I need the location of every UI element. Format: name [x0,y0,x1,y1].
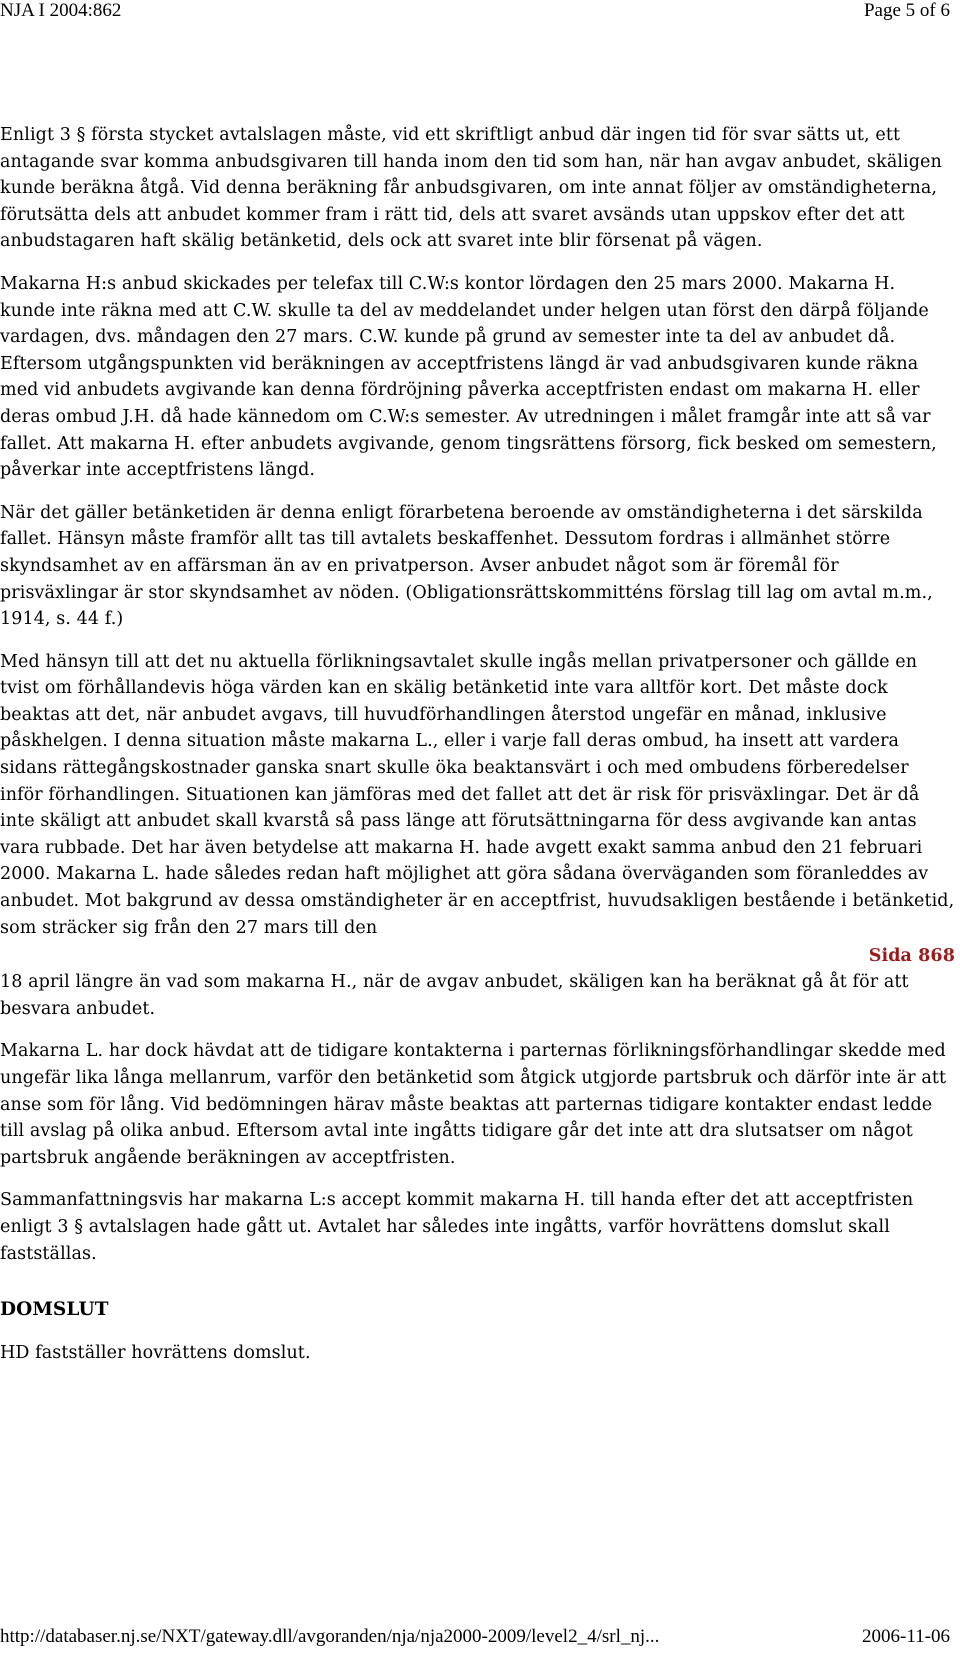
paragraph-forlikningsavtal: Med hänsyn till att det nu aktuella förlikningsavtalet skulle ingås mellan privatpersoner och gällde en tvist om förhållandevis höga värden kan en skälig betänketid inte vara alltför kort. Det måste dock beaktas att det, när anbudet avgavs, till huvudförhandlingen återstod ungefär en månad, inklusive påskhelgen. I denna situation måste makarna L., eller i varje fall deras ombud, ha insett att vardera sidans rättegångskostnader ganska snart skulle öka beaktansvärt i och med ombudens förberedelser inför förhandlingen. Situationen kan jämföras med det fallet att det är risk för prisväxlingar. Det är då inte skäligt att anbudet skall kvarstå så pass länge att förutsättningarna för dess avgivande kan antas vara rubbade. Det har även betydelse att makarna H. hade avgett exakt samma anbud den 21 februari 2000. Makarna L. hade således redan haft möjlighet att göra sådana överväganden som föranleddes av anbudet. Mot bakgrund av dessa omständigheter är en acceptfrist, huvudsakligen bestående i betänketid, som sträcker sig från den 27 mars till den [0,651,955,938]
paragraph-partsbruk: Makarna L. har dock hävdat att de tidigare kontakterna i parternas förlikningsförhandlingar skedde med ungefär lika långa mellanrum, varför den betänketid som åtgick utgjorde partsbruk och därför inte är att anse som för lång. Vid bedömningen härav måste beaktas att parternas tidigare kontakter endast ledde till avslag på olika anbud. Eftersom avtal inte ingåtts tidigare går det inte att dra slutsatser om något partsbruk angående beräkningen av acceptfristen. [0,1041,947,1168]
page-footer [0,1626,960,1653]
source-url: http://databaser.nj.se/NXT/gateway.dll/avgoranden/nja/nja2000-2009/level2_4/srl_nj... [0,1626,660,1647]
paragraph-18-april: 18 april längre än vad som makarna H., när de avgav anbudet, skäligen kan ha beräknat gå åt för att besvara anbudet. [0,972,909,1019]
paragraph-sammanfattning: Sammanfattningsvis har makarna L:s accept kommit makarna H. till handa efter det att acceptfristen enligt 3 § avtalslagen hade gått ut. Avtalet har således inte ingåtts, varför hovrättens domslut skall fastställas. [0,1190,914,1264]
document-reference: NJA I 2004:862 [0,0,122,21]
paragraph-telefax: Makarna H:s anbud skickades per telefax till C.W:s kontor lördagen den 25 mars 2000. Makarna H. kunde inte räkna med att C.W. skulle ta del av meddelandet under helgen utan först den därpå följande vardagen, dvs. måndagen den 27 mars. C.W. kunde på grund av semester inte ta del av anbudet då. Eftersom utgångspunkten vid beräkningen av acceptfristens längd är vad anbudsgivaren kunde räkna med vid anbudets avgivande kan denna fördröjning påverka acceptfristen endast om makarna H. eller deras ombud J.H. då hade kännedom om C.W:s semester. Av utredningen i målet framgår inte att så var fallet. Att makarna H. efter anbudets avgivande, genom tingsrättens försorg, fick besked om semestern, påverkar inte acceptfristens längd. [0,273,937,481]
page-number: Page 5 of 6 [863,0,950,21]
section-heading-domslut: DOMSLUT [0,1299,109,1321]
page-header [0,0,960,26]
document-body [0,122,955,1382]
page-marker: Sida 868 [868,946,955,967]
paragraph-acceptfrist-rule: Enligt 3 § första stycket avtalslagen måste, vid ett skriftligt anbud där ingen tid för svar sätts ut, ett antagande svar komma anbudsgivaren till handa inom den tid som han, när han avgav anbudet, skäligen kunde beräkna åtgå. Vid denna beräkning får anbudsgivaren, om inte annat följer av omständigheterna, förutsätta dels att anbudet kommer fram i rätt tid, dels att svaret avsänds utan uppskov efter det att anbudstagaren haft skälig betänketid, dels ock att svaret inte blir försenat på vägen. [0,125,942,252]
print-date: 2006-11-06 [862,1626,950,1647]
paragraph-domslut: HD fastställer hovrättens domslut. [0,1342,311,1363]
paragraph-betanketid: När det gäller betänketiden är denna enligt förarbetena beroende av omständigheterna i det särskilda fallet. Hänsyn måste framför allt tas till avtalets beskaffenhet. Dessutom fordras i allmänhet större skyndsamhet av en affärsman än av en privatperson. Avser anbudet något som är föremål för prisväxlingar är stor skyndsamhet av nöden. (Obligationsrättskommitténs förslag till lag om avtal m.m., 1914, s. 44 f.) [0,502,933,630]
